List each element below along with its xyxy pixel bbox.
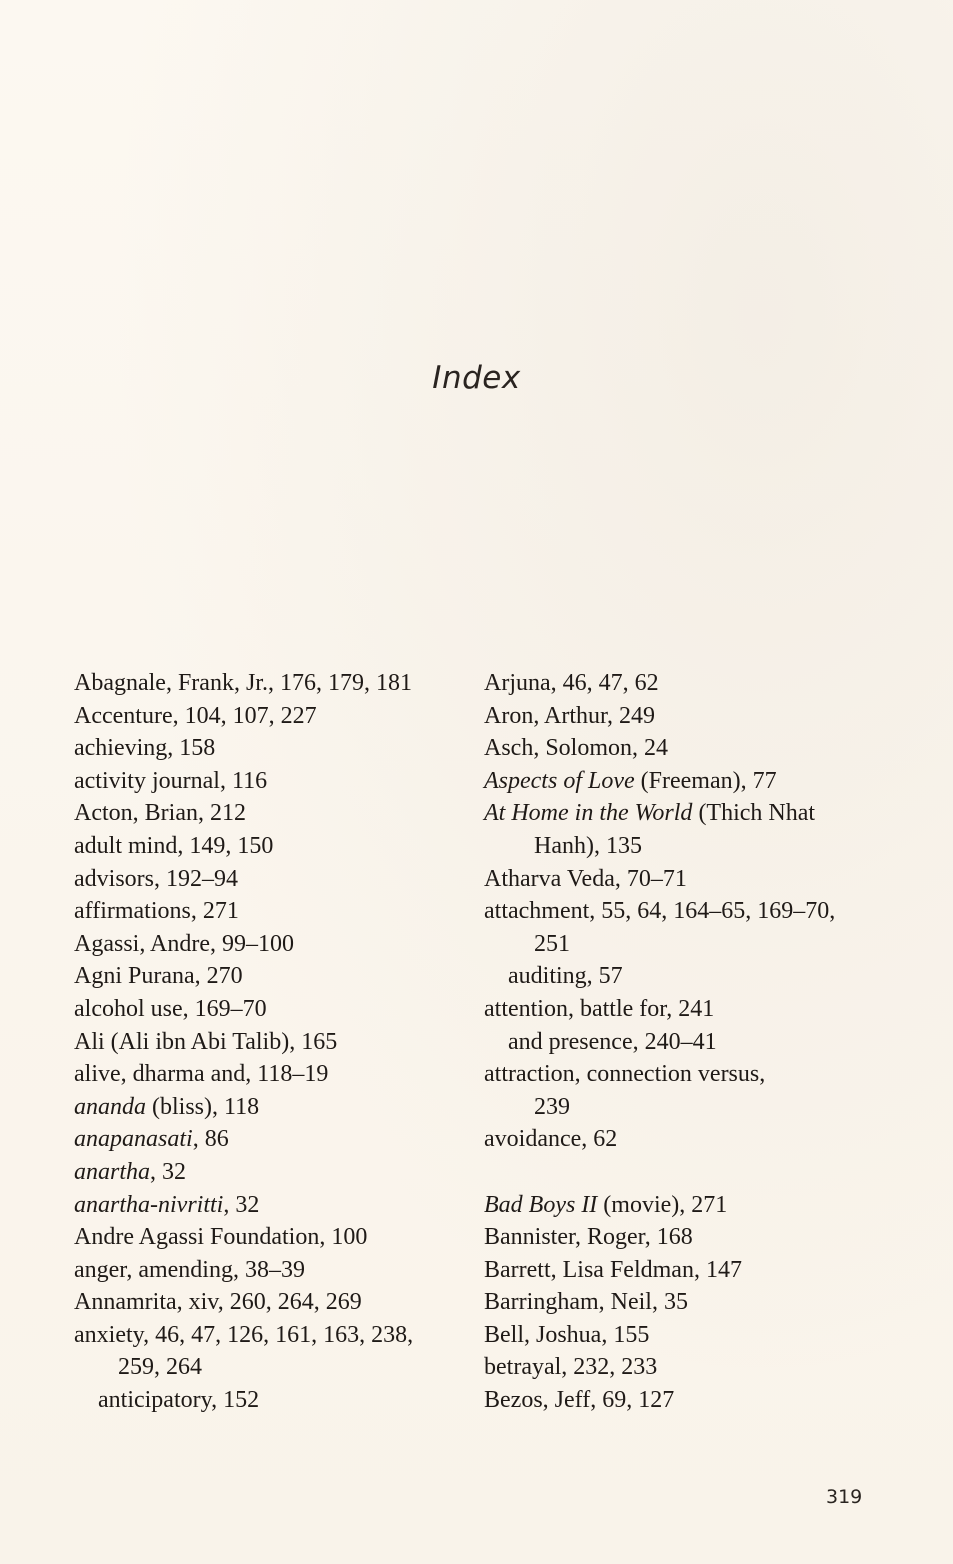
index-entry <box>484 1351 884 1384</box>
index-entry <box>74 1026 454 1059</box>
page-title: Index <box>432 360 521 396</box>
entry-text: Accenture, 104, 107, 227 <box>74 702 317 729</box>
index-entry <box>484 732 884 765</box>
subentry-text: and presence, 240–41 <box>508 1028 717 1055</box>
entry-locators: (bliss), 118 <box>146 1093 260 1120</box>
entry-locators: (Freeman), 77 <box>634 767 777 794</box>
entry-italic-term: anartha-nivritti <box>74 1191 224 1218</box>
entry-text: advisors, 192–94 <box>74 865 238 892</box>
entry-locators: , 32 <box>223 1191 260 1218</box>
entry-continuation: 251 <box>534 930 570 957</box>
entry-text: alive, dharma and, 118–19 <box>74 1061 329 1088</box>
entry-text: adult mind, 149, 150 <box>74 832 274 859</box>
entry-text: Bezos, Jeff, 69, 127 <box>484 1387 675 1414</box>
entry-continuation: 239 <box>534 1093 570 1120</box>
subentry-text: anticipatory, 152 <box>98 1387 260 1414</box>
index-entry <box>484 1286 884 1319</box>
entry-locators: (Thich Nhat <box>692 800 816 827</box>
entry-locators: , 86 <box>192 1126 229 1153</box>
entry-text: attention, battle for, 241 <box>484 995 715 1022</box>
entry-text: avoidance, 62 <box>484 1126 618 1153</box>
index-entry <box>484 1058 884 1123</box>
entry-text: Agassi, Andre, 99–100 <box>74 930 294 957</box>
index-entry <box>74 1286 454 1319</box>
index-entry <box>74 895 454 928</box>
index-entry <box>74 797 454 830</box>
index-entry <box>74 1091 454 1124</box>
entry-locators: (movie), 271 <box>597 1191 728 1218</box>
entry-text: Bannister, Roger, 168 <box>484 1224 693 1251</box>
entry-text: achieving, 158 <box>74 735 216 762</box>
index-entry <box>74 1123 454 1156</box>
page-number: 319 <box>826 1486 863 1508</box>
index-subentry <box>484 1026 884 1059</box>
entry-text: alcohol use, 169–70 <box>74 995 267 1022</box>
index-entry <box>74 928 454 961</box>
entry-text: Abagnale, Frank, Jr., 176, 179, 181 <box>74 670 412 696</box>
subentry-text: auditing, 57 <box>508 963 623 990</box>
entry-italic-term: Aspects of Love <box>484 767 635 794</box>
entry-continuation: 259, 264 <box>118 1354 202 1381</box>
index-entry <box>484 765 884 798</box>
index-entry <box>74 1189 454 1222</box>
entry-text: affirmations, 271 <box>74 898 239 925</box>
entry-text: Barrett, Lisa Feldman, 147 <box>484 1256 742 1283</box>
entry-italic-term: ananda <box>74 1093 146 1120</box>
index-entry <box>74 700 454 733</box>
index-entry <box>484 797 884 862</box>
entry-text: activity journal, 116 <box>74 767 268 794</box>
entry-text: Annamrita, xiv, 260, 264, 269 <box>74 1289 362 1316</box>
section-gap <box>484 1156 884 1189</box>
index-subentry <box>74 1384 454 1417</box>
entry-italic-term: Bad Boys II <box>484 1191 598 1218</box>
index-entry <box>484 895 884 960</box>
entry-continuation: Hanh), 135 <box>534 832 642 859</box>
index-entry <box>484 993 884 1026</box>
entry-text: Acton, Brian, 212 <box>74 800 246 827</box>
index-entry <box>74 1221 454 1254</box>
entry-text: attachment, 55, 64, 164–65, 169–70, <box>484 898 836 925</box>
index-entry <box>484 1384 884 1417</box>
entry-text: Asch, Solomon, 24 <box>484 735 669 762</box>
index-entry <box>74 765 454 798</box>
entry-text: Arjuna, 46, 47, 62 <box>484 670 659 696</box>
index-entry <box>484 863 884 896</box>
index-entry <box>74 830 454 863</box>
entry-text: betrayal, 232, 233 <box>484 1354 658 1381</box>
index-entry <box>74 863 454 896</box>
index-entry <box>484 1189 884 1222</box>
entry-locators: , 32 <box>150 1158 187 1185</box>
index-entry <box>74 1058 454 1091</box>
entry-text: Bell, Joshua, 155 <box>484 1321 650 1348</box>
index-entry <box>484 1221 884 1254</box>
index-column-left <box>74 667 454 1417</box>
index-entry <box>74 732 454 765</box>
entry-text: Andre Agassi Foundation, 100 <box>74 1224 368 1251</box>
index-entry <box>484 1319 884 1352</box>
index-entry <box>484 1254 884 1287</box>
entry-text: Aron, Arthur, 249 <box>484 702 656 729</box>
index-entry <box>484 667 884 700</box>
index-entry <box>74 1156 454 1189</box>
entry-text: Barringham, Neil, 35 <box>484 1289 688 1316</box>
index-column-right <box>484 667 884 1417</box>
index-entry <box>74 1254 454 1287</box>
index-entry <box>484 700 884 733</box>
entry-text: Ali (Ali ibn Abi Talib), 165 <box>74 1028 338 1055</box>
index-entry <box>74 993 454 1026</box>
entry-text: Atharva Veda, 70–71 <box>484 865 687 892</box>
entry-italic-term: anapanasati <box>74 1126 193 1153</box>
index-entry <box>484 1123 884 1156</box>
index-entry <box>74 667 454 700</box>
entry-text: anxiety, 46, 47, 126, 161, 163, 238, <box>74 1321 414 1348</box>
entry-text: Agni Purana, 270 <box>74 963 243 990</box>
index-subentry <box>484 960 884 993</box>
index-entry <box>74 1319 454 1384</box>
entry-italic-term: At Home in the World <box>484 800 693 827</box>
entry-italic-term: anartha <box>74 1158 151 1185</box>
entry-text: attraction, connection versus, <box>484 1061 766 1088</box>
entry-text: anger, amending, 38–39 <box>74 1256 305 1283</box>
index-entry <box>74 960 454 993</box>
